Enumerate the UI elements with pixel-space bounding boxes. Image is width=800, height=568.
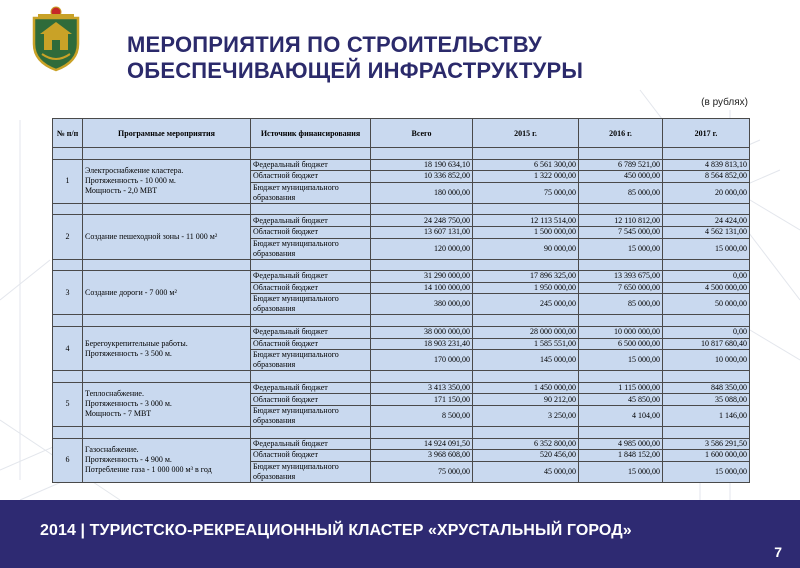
total-amount: 180 000,00 [371, 182, 473, 203]
activity-line: Потребление газа - 1 000 000 м³ в год [85, 465, 212, 475]
amount-2016: 45 850,00 [579, 394, 663, 406]
activity-line: Создание пешеходной зоны - 11 000 м² [85, 231, 218, 241]
amount-2017: 50 000,00 [663, 294, 750, 315]
activity-line: Мощность - 7 МВТ [85, 409, 152, 419]
coat-of-arms-emblem [28, 4, 84, 72]
spacer-cell [663, 259, 750, 271]
amount-2015: 1 322 000,00 [473, 171, 579, 183]
funding-source: Федеральный бюджет [251, 215, 371, 227]
amount-2016: 7 650 000,00 [579, 282, 663, 294]
row-number: 5 [53, 382, 83, 426]
amount-2016: 1 115 000,00 [579, 382, 663, 394]
funding-source: Областной бюджет [251, 450, 371, 462]
spacer-cell [371, 426, 473, 438]
amount-2016: 85 000,00 [579, 294, 663, 315]
funding-source: Бюджет муниципального образования [251, 350, 371, 371]
amount-2015: 3 250,00 [473, 405, 579, 426]
spacer-cell [83, 426, 251, 438]
total-amount: 3 968 608,00 [371, 450, 473, 462]
spacer-cell [83, 203, 251, 215]
amount-2017: 3 586 291,50 [663, 438, 750, 450]
amount-2016: 15 000,00 [579, 461, 663, 482]
activity-line: Электроснабжение кластера. [85, 166, 184, 176]
amount-2015: 90 212,00 [473, 394, 579, 406]
spacer-cell [473, 148, 579, 160]
spacer-cell [251, 315, 371, 327]
activity-line: Теплоснабжение. [85, 389, 144, 399]
spacer-cell [251, 203, 371, 215]
total-amount: 120 000,00 [371, 238, 473, 259]
page-title [127, 32, 767, 84]
table-row [53, 438, 750, 450]
spacer-cell [53, 315, 83, 327]
amount-2016: 4 985 000,00 [579, 438, 663, 450]
funding-source: Областной бюджет [251, 282, 371, 294]
funding-source: Федеральный бюджет [251, 326, 371, 338]
spacer-cell [251, 259, 371, 271]
amount-2015: 75 000,00 [473, 182, 579, 203]
table-row [53, 215, 750, 227]
spacer-cell [473, 203, 579, 215]
amount-2017: 4 562 131,00 [663, 226, 750, 238]
amount-2015: 6 561 300,00 [473, 159, 579, 171]
amount-2017: 0,00 [663, 271, 750, 283]
amount-2015: 45 000,00 [473, 461, 579, 482]
total-amount: 3 413 350,00 [371, 382, 473, 394]
row-number: 3 [53, 271, 83, 315]
total-amount: 13 607 131,00 [371, 226, 473, 238]
amount-2017: 4 500 000,00 [663, 282, 750, 294]
amount-2016: 1 848 152,00 [579, 450, 663, 462]
funding-source: Бюджет муниципального образования [251, 294, 371, 315]
total-amount: 18 903 231,40 [371, 338, 473, 350]
row-number: 2 [53, 215, 83, 259]
amount-2015: 28 000 000,00 [473, 326, 579, 338]
spacer-cell [371, 148, 473, 160]
column-header-2017: 2017 г. [663, 119, 750, 148]
funding-source: Областной бюджет [251, 226, 371, 238]
spacer-cell [473, 371, 579, 383]
spacer-cell [473, 259, 579, 271]
spacer-cell [473, 426, 579, 438]
spacer-cell [579, 371, 663, 383]
total-amount: 18 190 634,10 [371, 159, 473, 171]
table-header-row [53, 119, 750, 148]
group-spacer-row [53, 371, 750, 383]
activity-line: Протяженность - 3 500 м. [85, 348, 172, 358]
activity-cell [83, 271, 251, 315]
amount-2015: 1 585 551,00 [473, 338, 579, 350]
table-row [53, 326, 750, 338]
group-spacer-row [53, 203, 750, 215]
funding-source: Областной бюджет [251, 171, 371, 183]
footer-band [0, 500, 800, 568]
activity-cell [83, 382, 251, 426]
funding-source: Федеральный бюджет [251, 271, 371, 283]
activity-line: Берегоукрепительные работы. [85, 338, 188, 348]
amount-2017: 10 817 680,40 [663, 338, 750, 350]
table-body [53, 148, 750, 483]
amount-2016: 15 000,00 [579, 350, 663, 371]
spacer-cell [53, 426, 83, 438]
column-header-source: Источник финансирования [251, 119, 371, 148]
amount-2016: 10 000 000,00 [579, 326, 663, 338]
spacer-cell [83, 148, 251, 160]
spacer-cell [473, 315, 579, 327]
amount-2015: 145 000,00 [473, 350, 579, 371]
amount-2016: 6 789 521,00 [579, 159, 663, 171]
amount-2016: 12 110 812,00 [579, 215, 663, 227]
total-amount: 14 924 091,50 [371, 438, 473, 450]
funding-source: Федеральный бюджет [251, 438, 371, 450]
spacer-cell [663, 148, 750, 160]
amount-2017: 35 088,00 [663, 394, 750, 406]
page-title-line-1: МЕРОПРИЯТИЯ ПО СТРОИТЕЛЬСТВУ [127, 32, 542, 57]
funding-source: Областной бюджет [251, 394, 371, 406]
amount-2017: 8 564 852,00 [663, 171, 750, 183]
amount-2015: 245 000,00 [473, 294, 579, 315]
page-title-line-2: ОБЕСПЕЧИВАЮЩЕЙ ИНФРАСТРУКТУРЫ [127, 58, 584, 83]
column-header-2016: 2016 г. [579, 119, 663, 148]
funding-source: Бюджет муниципального образования [251, 182, 371, 203]
spacer-cell [663, 203, 750, 215]
amount-2017: 0,00 [663, 326, 750, 338]
amount-2015: 17 896 325,00 [473, 271, 579, 283]
row-number: 1 [53, 159, 83, 203]
spacer-cell [371, 315, 473, 327]
column-header-total: Всего [371, 119, 473, 148]
activity-cell [83, 215, 251, 259]
total-amount: 75 000,00 [371, 461, 473, 482]
amount-2017: 20 000,00 [663, 182, 750, 203]
amount-2015: 1 500 000,00 [473, 226, 579, 238]
spacer-cell [251, 148, 371, 160]
activity-line: Создание дороги - 7 000 м² [85, 287, 177, 297]
amount-2017: 1 600 000,00 [663, 450, 750, 462]
table-row [53, 159, 750, 171]
amount-2016: 85 000,00 [579, 182, 663, 203]
funding-source: Федеральный бюджет [251, 382, 371, 394]
amount-2016: 7 545 000,00 [579, 226, 663, 238]
amount-2015: 520 456,00 [473, 450, 579, 462]
total-amount: 171 150,00 [371, 394, 473, 406]
spacer-cell [83, 371, 251, 383]
amount-2017: 24 424,00 [663, 215, 750, 227]
activity-cell [83, 326, 251, 370]
amount-2015: 90 000,00 [473, 238, 579, 259]
spacer-cell [83, 315, 251, 327]
currency-note: (в рублях) [701, 97, 748, 108]
funding-source: Бюджет муниципального образования [251, 461, 371, 482]
total-amount: 170 000,00 [371, 350, 473, 371]
spacer-cell [663, 315, 750, 327]
financing-table-container [52, 118, 749, 483]
group-spacer-row [53, 259, 750, 271]
spacer-cell [83, 259, 251, 271]
activity-line: Протяженность - 10 000 м. [85, 176, 176, 186]
total-amount: 24 248 750,00 [371, 215, 473, 227]
amount-2016: 15 000,00 [579, 238, 663, 259]
activity-cell [83, 438, 251, 482]
group-spacer-row [53, 148, 750, 160]
spacer-cell [371, 203, 473, 215]
amount-2016: 13 393 675,00 [579, 271, 663, 283]
spacer-cell [663, 426, 750, 438]
amount-2015: 12 113 514,00 [473, 215, 579, 227]
amount-2017: 15 000,00 [663, 461, 750, 482]
spacer-cell [663, 371, 750, 383]
spacer-cell [251, 426, 371, 438]
total-amount: 14 100 000,00 [371, 282, 473, 294]
activity-cell [83, 159, 251, 203]
amount-2016: 6 500 000,00 [579, 338, 663, 350]
amount-2017: 4 839 813,10 [663, 159, 750, 171]
amount-2015: 1 950 000,00 [473, 282, 579, 294]
total-amount: 8 500,00 [371, 405, 473, 426]
amount-2016: 4 104,00 [579, 405, 663, 426]
amount-2017: 848 350,00 [663, 382, 750, 394]
table-row [53, 382, 750, 394]
spacer-cell [53, 371, 83, 383]
total-amount: 380 000,00 [371, 294, 473, 315]
amount-2015: 1 450 000,00 [473, 382, 579, 394]
total-amount: 10 336 852,00 [371, 171, 473, 183]
spacer-cell [579, 426, 663, 438]
footer-title: 2014 | ТУРИСТСКО-РЕКРЕАЦИОННЫЙ КЛАСТЕР «ХРУСТАЛЬНЫЙ ГОРОД» [40, 522, 632, 539]
group-spacer-row [53, 426, 750, 438]
spacer-cell [579, 315, 663, 327]
spacer-cell [371, 371, 473, 383]
spacer-cell [53, 203, 83, 215]
funding-source: Бюджет муниципального образования [251, 238, 371, 259]
page-number: 7 [774, 544, 782, 560]
spacer-cell [579, 259, 663, 271]
spacer-cell [53, 148, 83, 160]
financing-table [52, 118, 750, 483]
amount-2017: 10 000,00 [663, 350, 750, 371]
funding-source: Областной бюджет [251, 338, 371, 350]
activity-line: Протяженность - 3 000 м. [85, 399, 172, 409]
activity-line: Газоснабжение. [85, 445, 139, 455]
spacer-cell [371, 259, 473, 271]
row-number: 4 [53, 326, 83, 370]
spacer-cell [579, 148, 663, 160]
spacer-cell [579, 203, 663, 215]
amount-2015: 6 352 800,00 [473, 438, 579, 450]
amount-2016: 450 000,00 [579, 171, 663, 183]
row-number: 6 [53, 438, 83, 482]
group-spacer-row [53, 315, 750, 327]
spacer-cell [251, 371, 371, 383]
column-header-2015: 2015 г. [473, 119, 579, 148]
amount-2017: 1 146,00 [663, 405, 750, 426]
amount-2017: 15 000,00 [663, 238, 750, 259]
activity-line: Протяженность - 4 900 м. [85, 455, 172, 465]
column-header-num: № п/п [53, 119, 83, 148]
table-row [53, 271, 750, 283]
total-amount: 31 290 000,00 [371, 271, 473, 283]
activity-line: Мощность - 2,0 МВТ [85, 186, 158, 196]
column-header-activity: Програмные мероприятия [83, 119, 251, 148]
funding-source: Федеральный бюджет [251, 159, 371, 171]
total-amount: 38 000 000,00 [371, 326, 473, 338]
spacer-cell [53, 259, 83, 271]
funding-source: Бюджет муниципального образования [251, 405, 371, 426]
